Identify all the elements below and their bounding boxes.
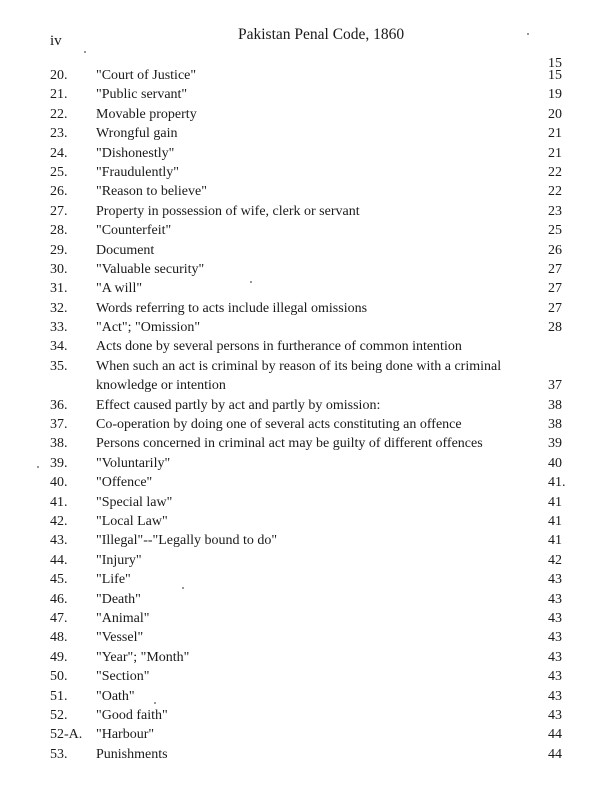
toc-entry	[0, 590, 600, 609]
page-reference: 43	[548, 610, 562, 626]
section-number: 48.	[50, 630, 68, 646]
section-number: 52-A.	[50, 727, 83, 743]
toc-entry	[0, 241, 600, 260]
section-title: "Local Law"	[96, 514, 168, 529]
section-title: "Section"	[96, 669, 150, 685]
page-number: iv	[50, 33, 62, 49]
page-reference: 42	[548, 552, 562, 568]
page-reference: 41	[548, 533, 562, 549]
section-title: "Court of Justice"	[96, 68, 197, 83]
contents-list	[0, 66, 600, 764]
page-reference: 21	[548, 145, 562, 161]
section-number: 30.	[50, 261, 68, 277]
section-number: 26.	[50, 184, 68, 200]
section-title: "Fraudulently"	[96, 164, 179, 180]
toc-entry	[0, 66, 600, 85]
section-title: Co-operation by doing one of several acts constituting an offence	[96, 417, 462, 433]
section-number: 34.	[50, 339, 68, 355]
section-title: "Voluntarily"	[96, 455, 171, 471]
section-title: "Counterfeit"	[96, 223, 172, 239]
scan-speck	[250, 281, 252, 283]
page-reference: 41	[548, 494, 562, 510]
page-reference: 25	[548, 223, 562, 239]
toc-entry	[0, 396, 600, 415]
page-reference: 43	[548, 669, 562, 685]
toc-entry	[0, 221, 600, 240]
page-reference: 44	[548, 746, 562, 762]
toc-entry	[0, 182, 600, 201]
page-reference: 43	[548, 630, 562, 646]
toc-entry	[0, 667, 600, 686]
section-number: 51.	[50, 688, 68, 704]
section-title: Acts done by several persons in furtherance of common intention	[96, 339, 462, 355]
section-number: 24.	[50, 145, 68, 161]
section-number: 42.	[50, 514, 68, 529]
section-title: "Valuable security"	[96, 261, 205, 277]
toc-entry	[0, 648, 600, 667]
section-number: 37.	[50, 417, 68, 433]
scan-speck	[527, 33, 529, 35]
section-title: "Vessel"	[96, 630, 144, 646]
section-title: "Year"; "Month"	[96, 649, 190, 665]
section-number: 38.	[50, 436, 68, 452]
section-title: "Public servant"	[96, 87, 188, 103]
toc-entry	[0, 434, 600, 453]
toc-entry	[0, 144, 600, 163]
page-reference: 19	[548, 87, 562, 103]
section-number: 23.	[50, 126, 68, 142]
section-number: 46.	[50, 591, 68, 607]
section-title: "Animal"	[96, 610, 150, 626]
page-reference: 41	[548, 514, 562, 529]
page-reference: 23	[548, 203, 562, 219]
section-number: 43.	[50, 533, 68, 549]
page-reference: 38	[548, 397, 562, 413]
section-number: 49.	[50, 649, 68, 665]
page-reference: 38	[548, 417, 562, 433]
page-reference: 28	[548, 320, 562, 336]
page-reference: 22	[548, 164, 562, 180]
section-number: 53.	[50, 746, 68, 762]
section-title: "Illegal"--"Legally bound to do"	[96, 533, 278, 549]
section-number: 28.	[50, 223, 68, 239]
section-title: Punishments	[96, 746, 168, 762]
page-reference: 21	[548, 126, 562, 142]
toc-entry	[0, 745, 600, 764]
page-reference: 43	[548, 591, 562, 607]
page-reference: 43	[548, 649, 562, 665]
section-title: Wrongful gain	[96, 126, 178, 142]
top-page-number: 15	[548, 56, 562, 71]
scan-speck	[84, 51, 86, 53]
toc-entry	[0, 337, 600, 356]
section-number: 47.	[50, 610, 68, 626]
section-title: Property in possession of wife, clerk or servant	[96, 203, 360, 219]
page-reference: 20	[548, 106, 562, 122]
page-reference: 43	[548, 688, 562, 704]
toc-entry	[0, 551, 600, 570]
toc-entry	[0, 279, 600, 298]
page-reference: 41.	[548, 475, 566, 491]
toc-entry	[0, 687, 600, 706]
section-title: "Special law"	[96, 494, 173, 510]
section-number: 22.	[50, 106, 68, 122]
page-reference: 27	[548, 281, 562, 297]
toc-entry	[0, 706, 600, 725]
toc-entry	[0, 105, 600, 124]
section-title: "Life"	[96, 572, 131, 588]
toc-entry	[0, 725, 600, 744]
section-title: Words referring to acts include illegal omissions	[96, 300, 368, 316]
section-title: "Reason to believe"	[96, 184, 207, 200]
section-number: 25.	[50, 164, 68, 180]
toc-entry	[0, 493, 600, 512]
section-title: "Oath"	[96, 688, 135, 704]
toc-entry	[0, 531, 600, 550]
toc-entry	[0, 202, 600, 221]
toc-entry	[0, 357, 600, 396]
section-title: "Harbour"	[96, 727, 155, 743]
section-number: 40.	[50, 475, 68, 491]
section-title: Persons concerned in criminal act may be guilty of different offences	[96, 436, 483, 452]
section-number: 29.	[50, 242, 68, 258]
toc-entry	[0, 512, 600, 531]
section-number: 52.	[50, 707, 68, 723]
page-reference: 26	[548, 242, 562, 258]
toc-entry	[0, 628, 600, 647]
section-title: "Injury"	[96, 552, 142, 568]
section-number: 35.	[50, 358, 68, 374]
page-reference: 22	[548, 184, 562, 200]
scan-speck	[182, 587, 184, 589]
section-number: 44.	[50, 552, 68, 568]
section-title: "Death"	[96, 591, 141, 607]
section-number: 31.	[50, 281, 68, 297]
section-title: When such an act is criminal by reason of its being done with a criminal knowledge or intention	[96, 358, 502, 394]
section-title: Movable property	[96, 106, 197, 122]
scan-speck	[154, 702, 156, 704]
section-number: 45.	[50, 572, 68, 588]
toc-entry	[0, 299, 600, 318]
page-reference: 44	[548, 727, 562, 743]
page-title: Pakistan Penal Code, 1860	[238, 26, 405, 43]
scan-speck	[37, 466, 39, 468]
section-number: 36.	[50, 397, 68, 413]
page-reference: 27	[548, 261, 562, 277]
page-reference: 27	[548, 300, 562, 316]
section-title: "Good faith"	[96, 707, 168, 723]
page-reference: 39	[548, 436, 562, 452]
toc-entry	[0, 163, 600, 182]
section-number: 32.	[50, 300, 68, 316]
section-number: 21.	[50, 87, 68, 103]
section-number: 20.	[50, 68, 68, 83]
toc-entry	[0, 124, 600, 143]
section-title: "Act"; "Omission"	[96, 320, 201, 336]
page-reference: 43	[548, 707, 562, 723]
toc-entry	[0, 454, 600, 473]
toc-entry	[0, 609, 600, 628]
section-title: "Offence"	[96, 475, 153, 491]
section-number: 41.	[50, 494, 68, 510]
section-number: 27.	[50, 203, 68, 219]
section-number: 50.	[50, 669, 68, 685]
page-reference: 40	[548, 455, 562, 471]
toc-entry	[0, 415, 600, 434]
section-title: "A will"	[96, 281, 143, 297]
section-title: "Dishonestly"	[96, 145, 175, 161]
page-reference: 15	[548, 68, 562, 83]
section-title: Document	[96, 242, 155, 258]
section-title: Effect caused partly by act and partly by omission:	[96, 397, 381, 413]
page-reference: 37	[548, 378, 562, 394]
section-number: 39.	[50, 455, 68, 471]
toc-entry	[0, 570, 600, 589]
toc-entry	[0, 260, 600, 279]
section-number: 33.	[50, 320, 68, 336]
toc-entry	[0, 473, 600, 492]
toc-entry	[0, 85, 600, 104]
page-reference: 43	[548, 572, 562, 588]
toc-entry	[0, 318, 600, 337]
